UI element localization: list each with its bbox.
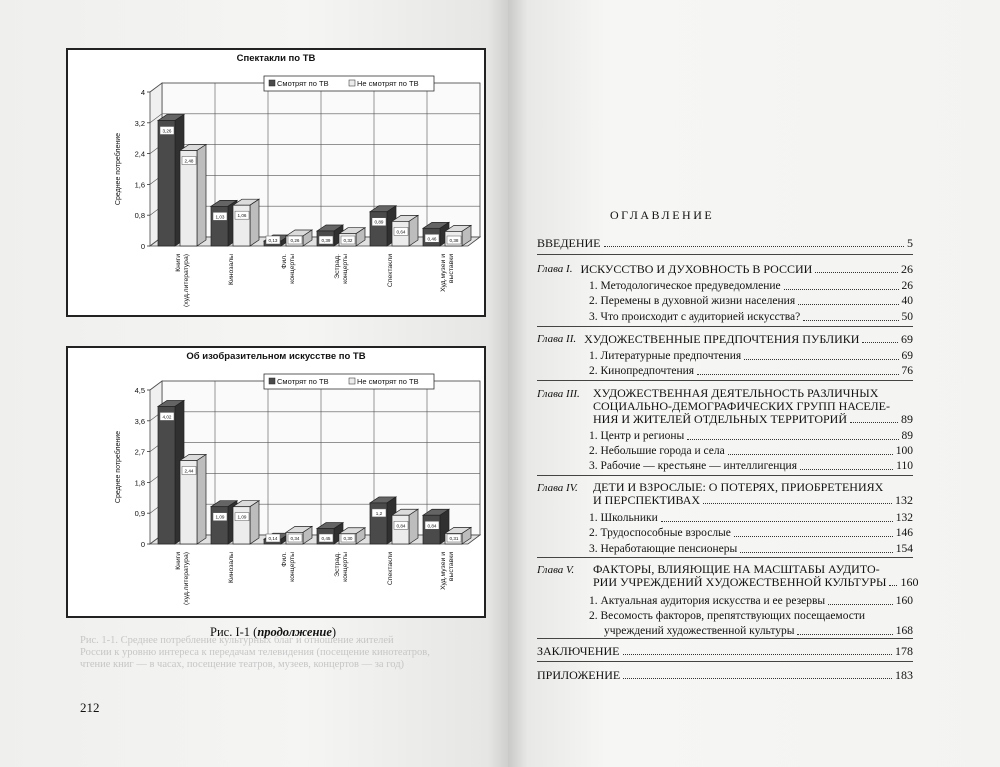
x-tick-line: Фил. — [281, 552, 288, 567]
bar-front — [370, 212, 387, 246]
data-label — [447, 534, 461, 542]
y-tick-label: 3,6 — [134, 416, 145, 426]
toc-page-number: 100 — [895, 445, 913, 457]
legend-swatch-no-watch — [349, 80, 355, 86]
bleed-through-line: чтение книг — в часах, посещение театров, музеев, концертов — за год) — [80, 659, 405, 670]
y-axis-label: Среднее потребление — [115, 430, 122, 504]
legend-label-no-watch: Не смотрят по ТВ — [357, 79, 419, 88]
x-tick-line: Худ.музеи и — [440, 254, 447, 292]
divider — [537, 475, 913, 476]
y-tick-label: 0,9 — [134, 509, 145, 519]
x-tick-label: Кинозалы — [228, 552, 235, 583]
x-tick-line: Эстрад. — [334, 254, 341, 279]
x-tick-line: Худ.музеи и — [440, 552, 447, 590]
toc-entry-label: 2. Небольшие города и села — [589, 445, 725, 457]
toc-entry-label: 1. Центр и регионы — [589, 430, 685, 442]
toc-section — [589, 594, 913, 608]
chart-title: Спектакли по ТВ — [236, 53, 316, 64]
data-label-text: 0,46 — [427, 236, 437, 242]
caption-suffix: ) — [331, 625, 337, 639]
toc-page-number: 26 — [901, 262, 913, 276]
divider — [537, 661, 913, 662]
chart-title: Об изобразительном искусстве по ТВ — [186, 351, 366, 362]
toc-section — [589, 294, 913, 308]
leader-dots — [815, 272, 898, 273]
data-label — [266, 236, 280, 244]
toc-chapter-line — [593, 412, 913, 426]
leader-dots — [800, 469, 893, 470]
toc-chapter-line — [593, 493, 913, 507]
leader-dots — [734, 536, 893, 537]
x-tick-line: Фил. — [281, 254, 288, 269]
toc-entry-label: НИЯ И ЖИТЕЛЕЙ ОТДЕЛЬНЫХ ТЕРРИТОРИЙ — [593, 412, 847, 426]
toc-page-number: 110 — [896, 460, 913, 472]
x-tick-label — [334, 552, 349, 582]
chapter-number: Глава V. — [537, 564, 575, 576]
toc-section — [589, 310, 913, 324]
data-label — [182, 157, 196, 165]
data-label — [425, 234, 439, 242]
data-label — [319, 236, 333, 244]
data-label — [288, 236, 302, 244]
toc-section — [589, 459, 913, 473]
bar-side — [409, 509, 418, 544]
chapter-number: Глава II. — [537, 333, 577, 345]
x-tick-label — [281, 254, 296, 284]
toc-chapter — [537, 332, 913, 346]
toc-chapter-line: ХУДОЖЕСТВЕННАЯ ДЕЯТЕЛЬНОСТЬ РАЗЛИЧНЫХ — [593, 386, 879, 400]
leader-dots — [803, 320, 898, 321]
toc-entry-label: учреждений художественной культуры — [604, 625, 795, 637]
toc-chapter-line — [593, 575, 919, 589]
toc-intro — [537, 236, 913, 250]
chapter-number: Глава I. — [537, 263, 573, 275]
data-label-text: 0,64 — [396, 229, 406, 235]
bar-no-watch — [233, 199, 259, 246]
leader-dots — [862, 342, 898, 343]
data-label-text: 1,06 — [237, 213, 247, 219]
toc-page-number: 69 — [901, 350, 913, 362]
x-tick-line: концерты — [289, 254, 296, 284]
data-label-text: 4,02 — [162, 414, 172, 420]
y-axis-label: Среднее потребление — [115, 132, 122, 206]
data-label-text: 1,09 — [215, 514, 225, 520]
toc-chapter-line: ДЕТИ И ВЗРОСЛЫЕ: О ПОТЕРЯХ, ПРИОБРЕТЕНИЯХ — [593, 480, 884, 494]
bleed-through-line: Рис. 1-1. Среднее потребление культурных благ и отношение жителей — [80, 635, 394, 646]
toc-page-number: 160 — [900, 575, 919, 589]
leader-dots — [850, 422, 898, 423]
toc-section — [589, 279, 913, 293]
toc-section — [589, 429, 913, 443]
legend-label-no-watch: Не смотрят по ТВ — [357, 377, 419, 386]
toc-entry-label: 2. Кинопредпочтения — [589, 365, 695, 377]
toc-chapter-line: СОЦИАЛЬНО-ДЕМОГРАФИЧЕСКИХ ГРУПП НАСЕЛЕ- — [593, 399, 890, 413]
leader-dots — [623, 678, 892, 679]
data-label — [372, 218, 386, 226]
y-tick-label: 0,8 — [134, 211, 145, 221]
toc-page-number: 154 — [895, 543, 913, 555]
toc-entry-label: РИИ УЧРЕЖДЕНИЙ ХУДОЖЕСТВЕННОЙ КУЛЬТУРЫ — [593, 575, 887, 589]
data-label-text: 0,34 — [290, 536, 300, 541]
y-tick-label: 4,5 — [134, 386, 145, 395]
bar-side — [197, 454, 206, 544]
toc-entry-label: ПРИЛОЖЕНИЕ — [537, 668, 621, 682]
data-label — [213, 513, 227, 521]
bar-front — [158, 406, 175, 544]
bar-front — [180, 151, 197, 246]
data-label-text: 0,30 — [343, 536, 353, 541]
toc-section — [589, 542, 913, 556]
data-label — [341, 534, 355, 542]
leader-dots — [797, 634, 892, 635]
bar-front — [211, 507, 228, 544]
bar-no-watch — [233, 501, 259, 544]
data-label-text: 0,32 — [343, 238, 353, 243]
data-label-text: 0,14 — [268, 536, 278, 541]
data-label — [394, 521, 408, 529]
x-tick-label: Спектакли — [387, 552, 394, 586]
toc-entry-label: ИСКУССТВО И ДУХОВНОСТЬ В РОССИИ — [580, 262, 813, 276]
chart-legend — [264, 76, 434, 91]
leader-dots — [744, 359, 898, 360]
data-label-text: 0,31 — [449, 536, 459, 541]
leader-dots — [687, 439, 898, 440]
chart-performances-on-tv — [66, 48, 486, 317]
x-tick-line: Книги — [175, 254, 182, 272]
data-label — [394, 227, 408, 235]
data-label — [160, 126, 174, 134]
toc-page-number: 89 — [901, 412, 913, 426]
bar-side — [250, 199, 259, 246]
leader-dots — [623, 654, 893, 655]
chart-fine-art-on-tv — [66, 346, 486, 618]
legend-swatch-no-watch — [349, 378, 355, 384]
x-tick-label — [175, 552, 190, 605]
leader-dots — [697, 374, 898, 375]
data-label-text: 3,26 — [162, 128, 172, 134]
leader-dots — [889, 585, 897, 586]
toc-section — [589, 444, 913, 458]
toc-page-number: 132 — [895, 493, 913, 507]
data-label-text: 2,48 — [184, 158, 194, 164]
toc-page-number: 69 — [901, 332, 913, 346]
toc-entry-label: 3. Рабочие — крестьяне — интеллигенция — [589, 460, 797, 472]
x-tick-label — [175, 254, 190, 307]
toc-entry-label: 1. Методологическое предуведомление — [589, 280, 781, 292]
legend-swatch-watch — [269, 378, 275, 384]
toc-entry-label: ХУДОЖЕСТВЕННЫЕ ПРЕДПОЧТЕНИЯ ПУБЛИКИ — [584, 332, 860, 346]
bar-front — [392, 515, 409, 544]
data-label — [425, 521, 439, 529]
toc-page-number: 89 — [901, 430, 913, 442]
toc-page-number: 160 — [895, 595, 913, 607]
toc-section — [589, 511, 913, 525]
toc-page-number: 146 — [895, 527, 913, 539]
toc-section — [604, 624, 913, 638]
toc-chapter — [537, 262, 913, 276]
data-label — [266, 534, 280, 542]
data-label — [235, 513, 249, 521]
toc-page-number: 5 — [907, 236, 913, 250]
x-tick-line: Эстрад. — [334, 552, 341, 577]
legend-swatch-watch — [269, 80, 275, 86]
data-label — [288, 534, 302, 542]
toc-entry-label: ВВЕДЕНИЕ — [537, 236, 601, 250]
toc-page-number: 50 — [901, 311, 913, 323]
data-label-text: 0,45 — [321, 536, 331, 541]
x-tick-line: выставки — [448, 254, 455, 284]
y-tick-label: 4 — [140, 88, 145, 97]
toc-entry-label: ЗАКЛЮЧЕНИЕ — [537, 644, 620, 658]
toc-chapter-line: ФАКТОРЫ, ВЛИЯЮЩИЕ НА МАСШТАБЫ АУДИТО- — [593, 562, 880, 576]
toc-section — [589, 364, 913, 378]
data-label — [341, 236, 355, 244]
toc-title: ОГЛАВЛЕНИЕ — [610, 208, 715, 222]
chart-legend — [264, 374, 434, 389]
data-label — [235, 211, 249, 219]
data-label — [213, 212, 227, 220]
x-tick-line: (худ.литература) — [183, 254, 190, 308]
data-label — [182, 466, 196, 474]
y-tick-label: 0 — [140, 242, 145, 251]
leader-dots — [661, 521, 893, 522]
toc-entry-label: 1. Школьники — [589, 512, 658, 524]
x-tick-label — [440, 552, 455, 590]
leader-dots — [728, 454, 893, 455]
chart-svg — [68, 50, 484, 315]
x-tick-line: концерты — [342, 552, 349, 582]
toc-conclusion — [537, 644, 913, 658]
toc-entry-label: И ПЕРСПЕКТИВАХ — [593, 493, 701, 507]
toc-page-number: 178 — [895, 644, 913, 658]
x-tick-line: Книги — [175, 552, 182, 570]
toc-section — [589, 349, 913, 363]
divider — [537, 380, 913, 381]
y-tick-label: 0 — [140, 540, 145, 549]
divider — [537, 254, 913, 255]
data-label — [447, 236, 461, 244]
leader-dots — [798, 304, 898, 305]
bar-side — [197, 145, 206, 246]
data-label-text: 1,03 — [215, 214, 225, 220]
x-tick-line: (худ.литература) — [183, 552, 190, 606]
data-label-text: 0,84 — [396, 523, 406, 529]
divider — [537, 326, 913, 327]
data-label — [319, 534, 333, 542]
leader-dots — [784, 289, 899, 290]
data-label-text: 0,26 — [290, 238, 300, 243]
toc-page-number: 132 — [895, 512, 913, 524]
toc-entry-label: 2. Перемены в духовной жизни населения — [589, 295, 796, 307]
leader-dots — [604, 246, 904, 247]
data-label-text: 0,89 — [374, 219, 384, 225]
toc-page-number: 26 — [901, 280, 913, 292]
toc-page-number: 168 — [895, 625, 913, 637]
toc-section — [589, 526, 913, 540]
toc-entry-label: 3. Что происходит с аудиторией искусства? — [589, 311, 801, 323]
data-label — [160, 412, 174, 420]
y-tick-label: 3,2 — [134, 118, 145, 128]
data-label — [372, 509, 386, 517]
data-label-text: 1,09 — [237, 514, 247, 520]
leader-dots — [740, 552, 893, 553]
bar-side — [250, 501, 259, 544]
legend-label-watch: Смотрят по ТВ — [277, 377, 329, 386]
bar-front — [233, 507, 250, 544]
x-tick-line: выставки — [448, 552, 455, 582]
data-label-text: 0,39 — [321, 238, 331, 243]
caption-prefix: Рис. I-1 ( — [210, 625, 258, 639]
data-label-text: 0,84 — [427, 523, 437, 529]
x-tick-line: концерты — [342, 254, 349, 284]
x-tick-label: Спектакли — [387, 254, 394, 288]
caption-italic: продолжение — [257, 625, 332, 639]
toc-page-number: 183 — [895, 668, 913, 682]
divider — [537, 638, 913, 639]
x-tick-label — [440, 254, 455, 292]
bleed-through-line: России к уровню интереса к передачам телевидения (посещение кинотеатров, — [80, 647, 430, 658]
chapter-number: Глава III. — [537, 388, 580, 400]
toc-section-line: 2. Весомость факторов, препятствующих посещаемости — [589, 610, 866, 622]
y-tick-label: 1,8 — [134, 478, 145, 488]
legend-label-watch: Смотрят по ТВ — [277, 79, 329, 88]
toc-entry-label: 2. Трудоспособные взрослые — [589, 527, 731, 539]
leader-dots — [703, 503, 892, 504]
x-tick-label — [334, 254, 349, 284]
chapter-number: Глава IV. — [537, 482, 578, 494]
toc-entry-label: 1. Литературные предпочтения — [589, 350, 742, 362]
y-tick-label: 2,4 — [134, 149, 145, 159]
toc-entry-label: 1. Актуальная аудитория искусства и ее резервы — [589, 595, 826, 607]
data-label-text: 1,2 — [375, 510, 383, 516]
toc-entry-label: 3. Неработающие пенсионеры — [589, 543, 738, 555]
toc-appendix — [537, 668, 913, 682]
data-label-text: 0,13 — [268, 238, 278, 243]
chart-svg — [68, 348, 484, 616]
data-label-text: 0,38 — [449, 238, 459, 243]
toc-page-number: 76 — [901, 365, 913, 377]
page-number: 212 — [80, 700, 100, 715]
bar-front — [423, 515, 440, 544]
x-tick-label — [281, 552, 296, 582]
data-label-text: 2,44 — [184, 468, 194, 474]
leader-dots — [828, 604, 893, 605]
divider — [537, 557, 913, 558]
bar-front — [158, 120, 175, 246]
y-tick-label: 2,7 — [134, 447, 145, 457]
x-tick-line: концерты — [289, 552, 296, 582]
y-tick-label: 1,6 — [134, 180, 145, 190]
toc-page-number: 40 — [901, 295, 913, 307]
x-tick-label: Кинозалы — [228, 254, 235, 285]
